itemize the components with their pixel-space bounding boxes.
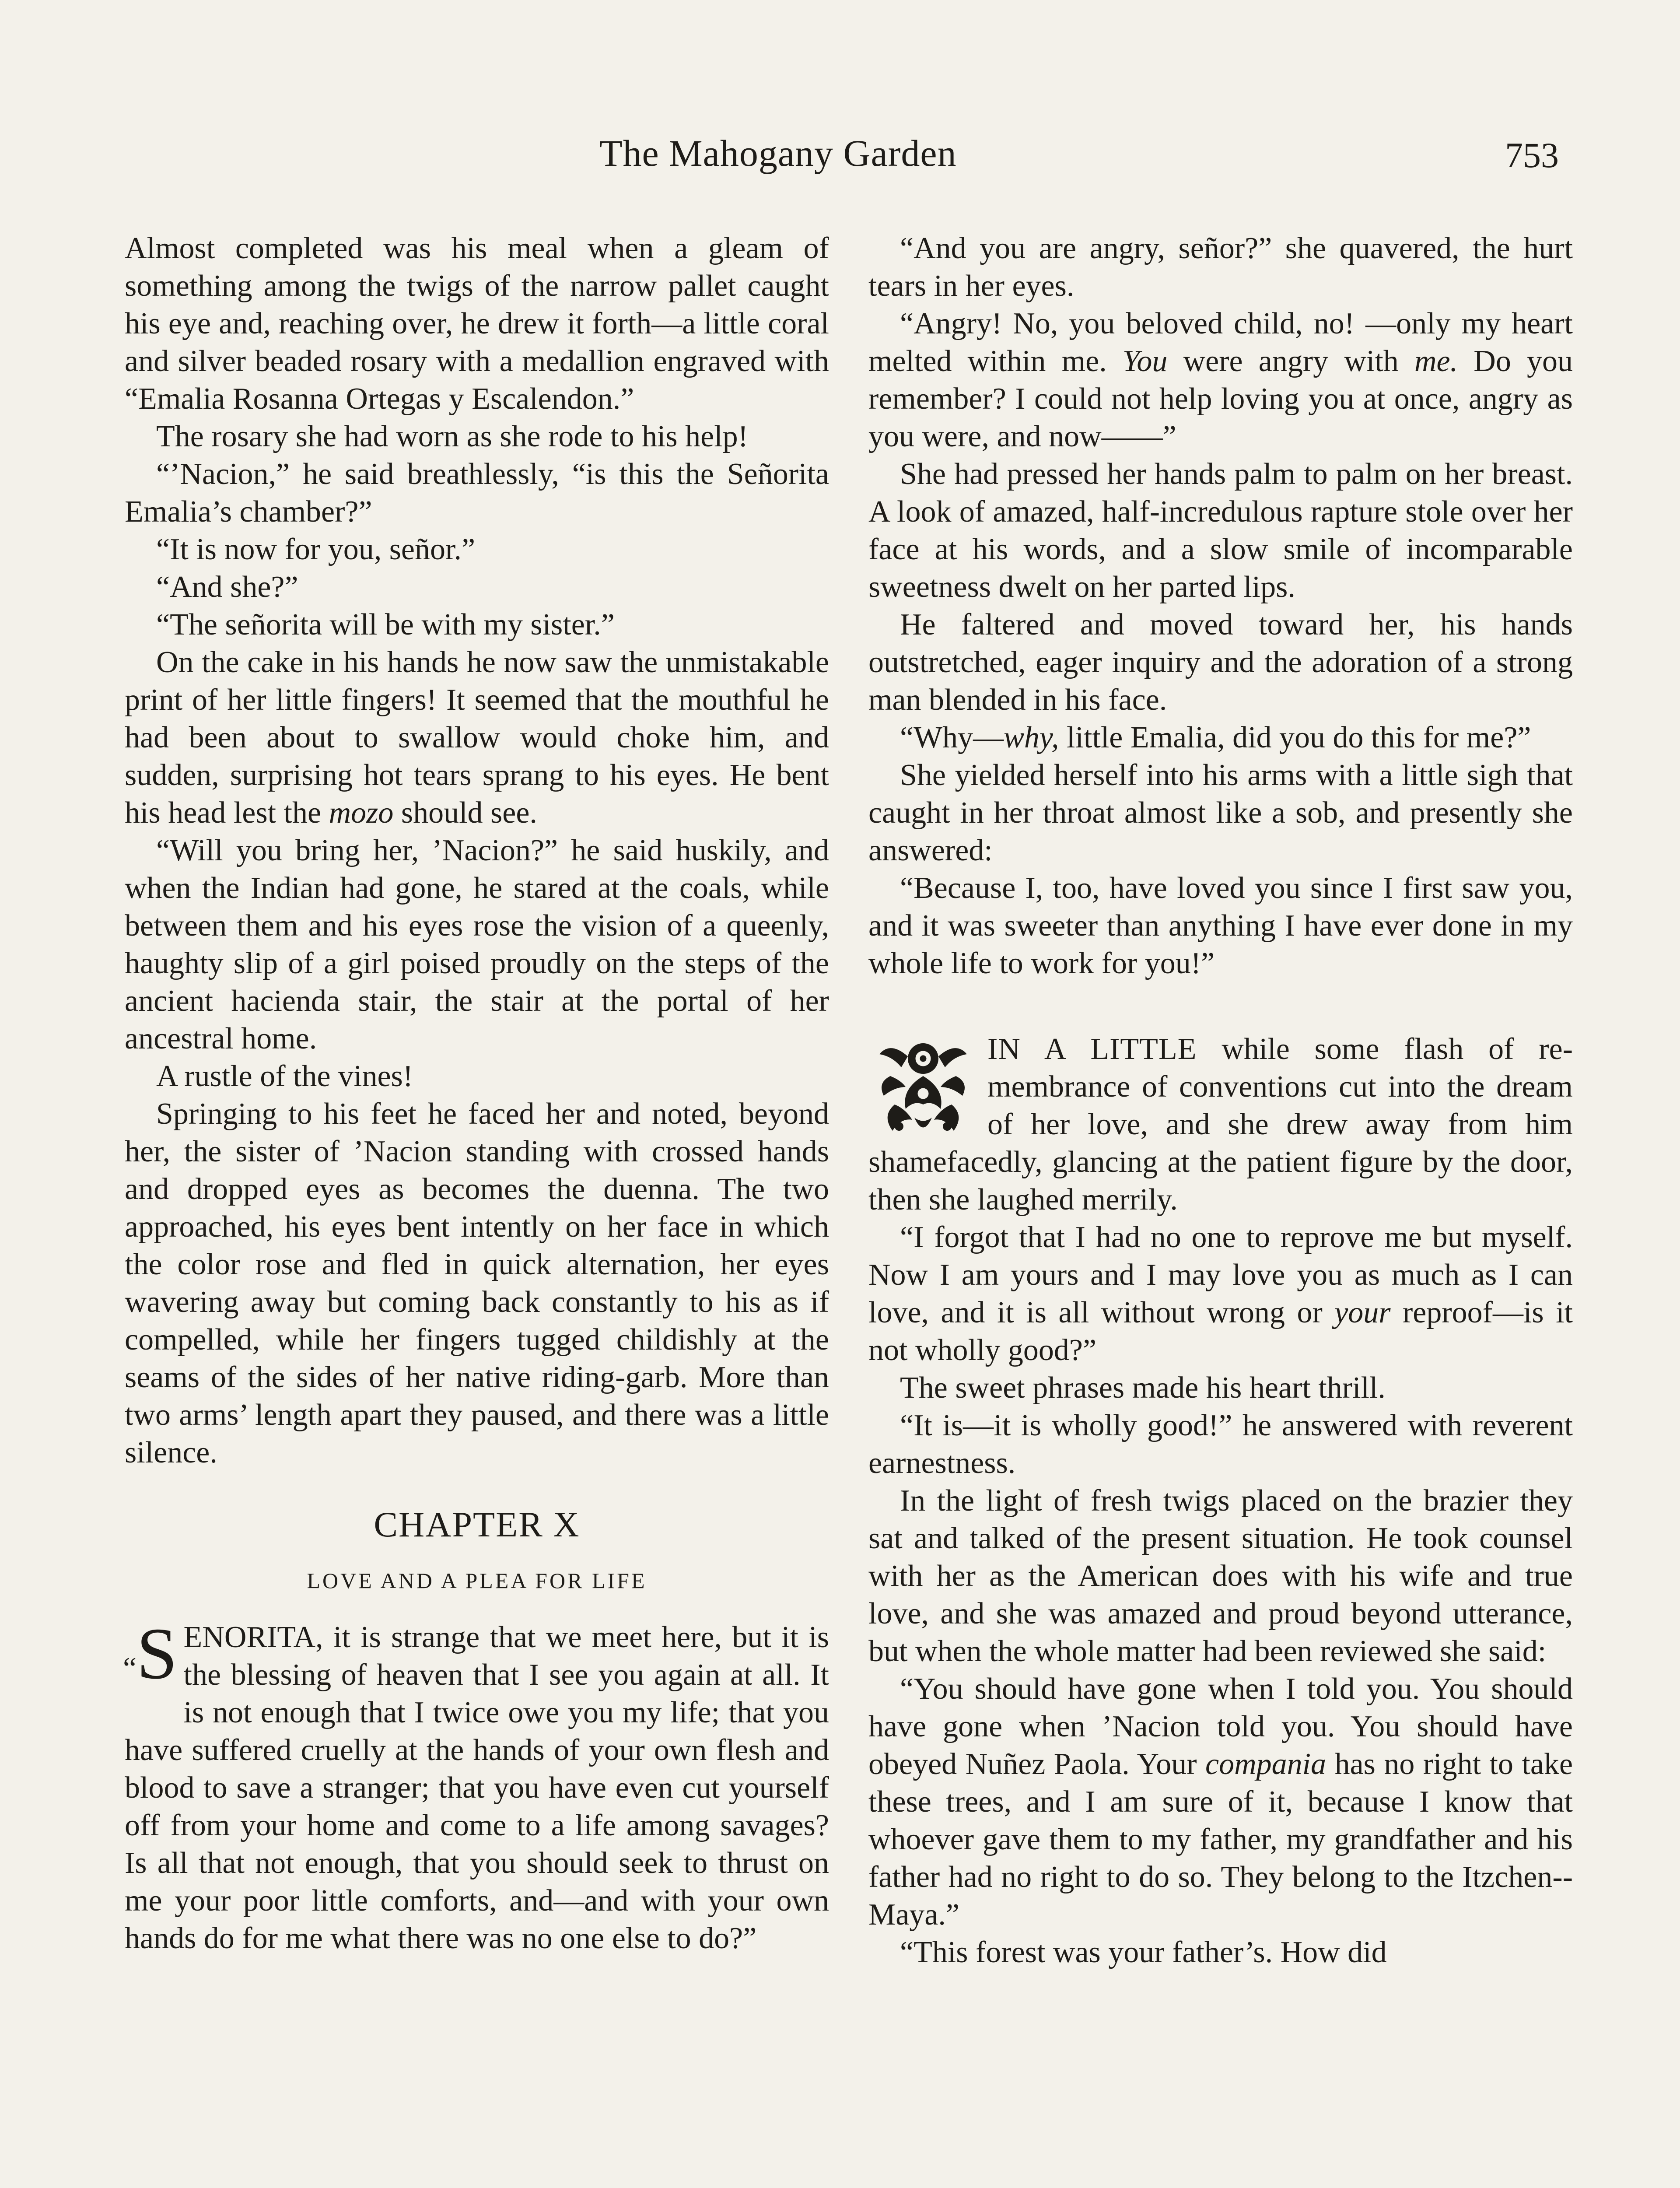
- paragraph: [868, 1670, 1573, 1934]
- paragraph: [125, 644, 829, 832]
- page-number: 753: [1505, 135, 1559, 175]
- italic-word: mozo: [329, 796, 394, 830]
- paragraph: [868, 305, 1573, 456]
- italic-word: You: [1122, 344, 1168, 378]
- text-run: On the cake in his hands he now saw the unmistakable print of her little fingers! It seemed that the mouthful he had been about to swallow would choke him, and sudden, surprising hot tears sprang to his eyes. He bent his head lest the: [125, 645, 829, 830]
- text-run: “You should have gone when I told you. You should have gone when ’Nacion told you. You should have obeyed Nuñez Paola. Your: [868, 1672, 1573, 1781]
- text-run: Do you remember? I could not help loving you at once, angry as you were, and now——”: [868, 344, 1573, 453]
- paragraph: The rosary she had worn as she rode to his help!: [156, 420, 748, 453]
- paragraph: In the light of fresh twigs placed on the brazier they sat and talked of the present situation. He took counsel with her as the American does with his wife and true love, and she was amazed and proud beyond utterance, but when the whole matter had been reviewed she said:: [868, 1484, 1573, 1668]
- paragraph: [868, 1219, 1573, 1369]
- floral-ornament-icon: [868, 1032, 978, 1142]
- drop-cap-letter: S: [136, 1613, 178, 1694]
- section-break: [868, 982, 1573, 1031]
- open-quote: “: [123, 1652, 137, 1685]
- text-run: “I forgot that I had no one to reprove me but myself. Now I am yours and I may love you as much as I can love, and it is all without wrong or: [868, 1220, 1573, 1329]
- paragraph: “The señorita will be with my sister.”: [156, 608, 615, 642]
- paragraph: She had pressed her hands palm to palm on her breast. A look of amazed, half-incredulous rapture stole over her face at his words, and a slow smile of incomparable sweetness dwelt on her parted lips.: [868, 457, 1573, 604]
- lead-in: IN A LITTLE: [987, 1032, 1197, 1066]
- paragraph: “This forest was your father’s. How did: [900, 1936, 1387, 1969]
- running-title: The Mahogany Garden: [599, 132, 957, 174]
- paragraph: “Because I, too, have loved you since I first saw you, and it was sweeter than anything I have ever done in my whole life to work for you!”: [868, 871, 1573, 980]
- paragraph: “’Nacion,” he said breathlessly, “is this the Señorita Emalia’s chamber?”: [125, 457, 829, 529]
- paragraph: She yielded herself into his arms with a little sigh that caught in her throat almost like a sob, and presently she answered:: [868, 758, 1573, 867]
- chapter-subtitle: LOVE AND A PLEA FOR LIFE: [307, 1568, 647, 1593]
- paragraph: Almost completed was his meal when a gleam of something among the twigs of the narrow pallet caught his eye and, reaching over, he drew it forth—a little coral and silver beaded rosary with a medallion engraved with “Emalia Rosanna Ortegas y Escalendon.”: [125, 231, 829, 416]
- paragraph: [868, 719, 1573, 757]
- italic-word: your: [1334, 1296, 1391, 1329]
- text-run: should see.: [401, 796, 537, 830]
- left-column: [125, 230, 829, 1957]
- italic-word: me.: [1414, 344, 1458, 378]
- text-run: “Angry! No, you beloved child, no! —only my heart melted within me.: [868, 307, 1573, 378]
- paragraph: Springing to his feet he faced her and noted, beyond her, the sister of ’Nacion standing with crossed hands and dropped eyes as becomes the duenna. The two approached, his eyes bent intently on her face in which the color rose and fled in quick alternation, her eyes wavering away but coming back constantly to his as if compelled, while her fingers tugged childishly at the seams of the sides of her native riding-garb. More than two arms’ length apart they paused, and there was a little silence.: [125, 1097, 829, 1469]
- ornament-paragraph: [868, 1031, 1573, 1219]
- paragraph: The sweet phrases made his heart thrill.: [900, 1371, 1386, 1405]
- running-header: [0, 131, 1680, 193]
- italic-word: why,: [1004, 721, 1059, 754]
- chapter-title: CHAPTER X: [374, 1504, 580, 1544]
- text-run: has no right to take these trees, and I am sure of it, because I know that whoever gave them to my father, my grandfather and his father had no right to do so. They belong to the Itzchen-Maya.”: [868, 1747, 1573, 1932]
- paragraph: “It is now for you, señor.”: [156, 533, 476, 566]
- paragraph: He faltered and moved toward her, his hands outstretched, eager inquiry and the adoration of a strong man blended in his face.: [868, 608, 1573, 717]
- text-run: were angry with: [1183, 344, 1399, 378]
- text-run: little Emalia, did you do this for me?”: [1067, 721, 1531, 754]
- text-run: “Why—: [900, 721, 1004, 754]
- drop-cap: [123, 1613, 178, 1699]
- text-run: ENORITA, it is strange that we meet here, but it is the blessing of heaven that I see you again at all. It is not enough that I twice owe you my life; that you have suffered cruelly at the hands of your own flesh and blood to save a stranger; that you have even cut yourself off from your home and come to a life among savages? Is all that not enough, that you should seek to thrust on me your poor little comforts, and—and with your own hands do for me what there was no one else to do?”: [125, 1620, 829, 1955]
- text-run: reproof—is it not wholly good?”: [868, 1296, 1573, 1367]
- paragraph: A rustle of the vines!: [156, 1059, 413, 1093]
- italic-word: compania: [1205, 1747, 1326, 1781]
- paragraph: “It is—it is wholly good!” he answered with reverent earnestness.: [868, 1409, 1573, 1480]
- paragraph: “And you are angry, señor?” she quavered, the hurt tears in her eyes.: [868, 231, 1573, 303]
- text-run: while some flash of remembrance of conventions cut into the dream of her love, and she drew away from him shamefacedly, glancing at the patient figure by the door, then she laughed merrily.: [868, 1032, 1573, 1217]
- chapter-opening-paragraph: [123, 1613, 829, 1957]
- right-column: [868, 230, 1573, 1971]
- paragraph: “And she?”: [156, 570, 298, 604]
- paragraph: “Will you bring her, ’Nacion?” he said huskily, and when the Indian had gone, he stared at the coals, while between them and his eyes rose the vision of a queenly, haughty slip of a girl poised proudly on the steps of the ancient hacienda stair, the stair at the portal of her ancestral home.: [125, 834, 829, 1055]
